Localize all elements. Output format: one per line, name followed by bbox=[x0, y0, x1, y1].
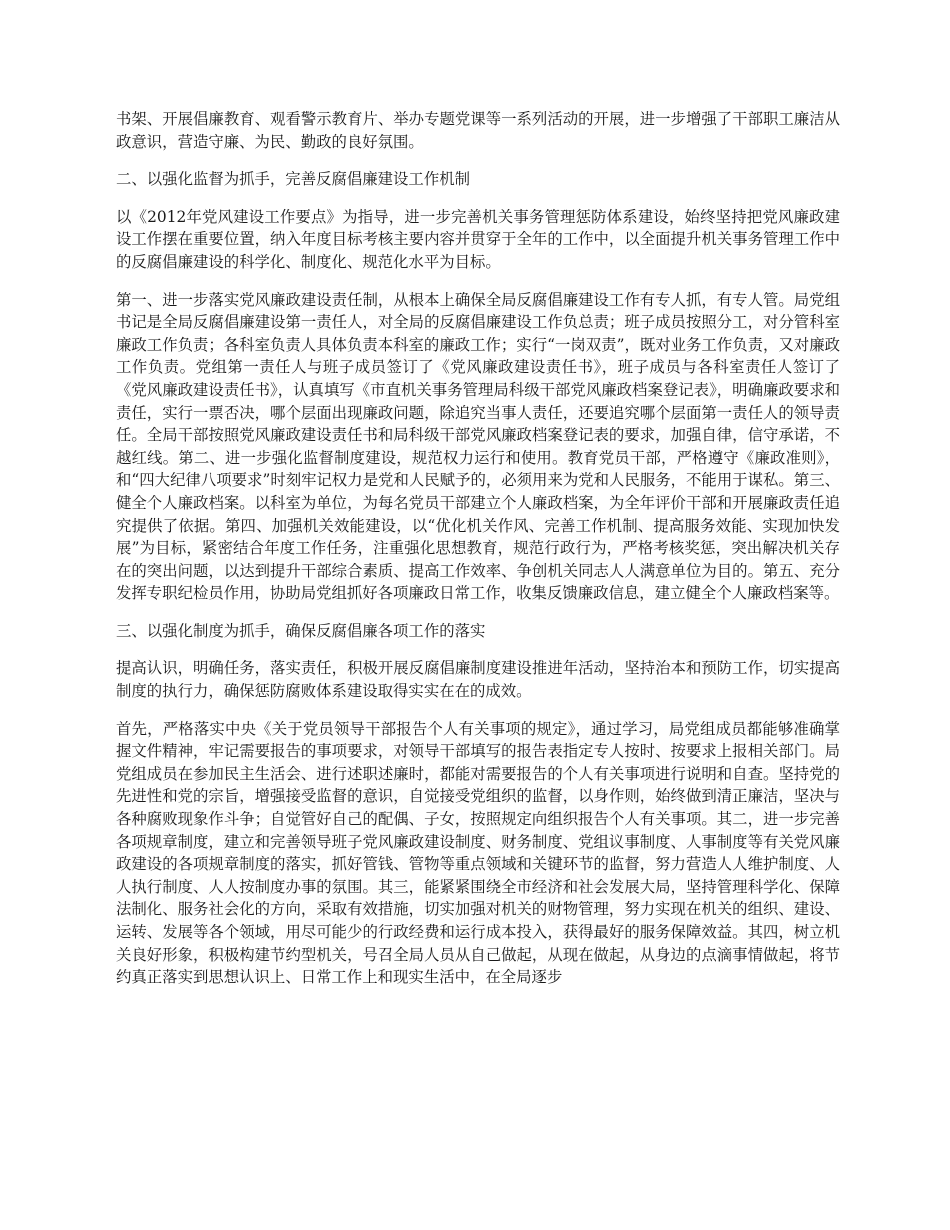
body-paragraph: 第一、进一步落实党风廉政建设责任制，从根本上确保全局反腐倡廉建设工作有专人抓，有专人管。局党组书记是全局反腐倡廉建设第一责任人，对全局的反腐倡廉建设工作负总责；班子成员按照分工，对分管科室廉政工作负责；各科室负责人具体负责本科室的廉政工作；实行“一岗双责”，既对业务工作负责，又对廉政工作负责。党组第一责任人与班子成员签订了《党风廉政建设责任书》，班子成员与各科室责任人签订了《党风廉政建设责任书》，认真填写《市直机关事务管理局科级干部党风廉政档案登记表》，明确廉政要求和责任，实行一票否决，哪个层面出现廉政问题，除追究当事人责任，还要追究哪个层面第一责任人的领导责任。全局干部按照党风廉政建设责任书和局科级干部党风廉政档案登记表的要求，加强自律，信守承诺，不越红线。第二、进一步强化监督制度建设，规范权力运行和使用。教育党员干部，严格遵守《廉政准则》，和“四大纪律八项要求”时刻牢记权力是党和人民赋予的，必须用来为党和人民服务，不能用于谋私。第三、健全个人廉政档案。以科室为单位，为每名党员干部建立个人廉政档案，为全年评价干部和开展廉政责任追究提供了依据。第四、加强机关效能建设，以“优化机关作风、完善工作机制、提高服务效能、实现加快发展”为目标，紧密结合年度工作任务，注重强化思想教育，规范行政行为，严格考核奖惩，突出解决机关存在的突出问题，以达到提升干部综合素质、提高工作效率、争创机关同志人人满意单位为目的。第五、充分发挥专职纪检员作用，协助局党组抓好各项廉政日常工作，收集反馈廉政信息，建立健全个人廉政档案等。 bbox=[116, 290, 840, 603]
document-page bbox=[116, 108, 840, 1004]
section-heading: 二、以强化监督为抓手，完善反腐倡廉建设工作机制 bbox=[116, 170, 470, 189]
section-heading: 三、以强化制度为抓手，确保反腐倡廉各项工作的落实 bbox=[116, 621, 486, 640]
body-paragraph: 书架、开展倡廉教育、观看警示教育片、举办专题党课等一系列活动的开展，进一步增强了干部职工廉洁从政意识，营造守廉、为民、勤政的良好氛围。 bbox=[116, 110, 840, 151]
body-paragraph: 以《2012年党风建设工作要点》为指导，进一步完善机关事务管理惩防体系建设，始终坚持把党风廉政建设工作摆在重要位置，纳入年度目标考核主要内容并贯穿于全年的工作中，以全面提升机关事务管理工作中的反腐倡廉建设的科学化、制度化、规范化水平为目标。 bbox=[116, 207, 840, 271]
body-paragraph: 首先，严格落实中央《关于党员领导干部报告个人有关事项的规定》，通过学习，局党组成员都能够准确掌握文件精神，牢记需要报告的事项要求，对领导干部填写的报告表指定专人按时、按要求上报相关部门。局党组成员在参加民主生活会、进行述职述廉时，都能对需要报告的个人有关事项进行说明和自查。坚持党的先进性和党的宗旨，增强接受监督的意识，自觉接受党组织的监督，以身作则，始终做到清正廉洁，坚决与各种腐败现象作斗争；自觉管好自己的配偶、子女，按照规定向组织报告个人有关事项。其二，进一步完善各项规章制度，建立和完善领导班子党风廉政建设制度、财务制度、党组议事制度、人事制度等有关党风廉政建设的各项规章制度的落实，抓好管钱、管物等重点领域和关键环节的监督，努力营造人人维护制度、人人执行制度、人人按制度办事的氛围。其三，能紧紧围绕全市经济和社会发展大局，坚持管理科学化、保障法制化、服务社会化的方向，采取有效措施，切实加强对机关的财物管理，努力实现在机关的组织、建设、运转、发展等各个领域，用尽可能少的行政经费和运行成本投入，获得最好的服务保障效益。其四，树立机关良好形象，积极构建节约型机关，号召全局人员从自己做起，从现在做起，从身边的点滴事情做起，将节约真正落实到思想认识上、日常工作上和现实生活中，在全局逐步 bbox=[116, 719, 840, 987]
body-paragraph: 提高认识，明确任务，落实责任，积极开展反腐倡廉制度建设推进年活动，坚持治本和预防工作，切实提高制度的执行力，确保惩防腐败体系建设取得实实在在的成效。 bbox=[116, 659, 840, 701]
